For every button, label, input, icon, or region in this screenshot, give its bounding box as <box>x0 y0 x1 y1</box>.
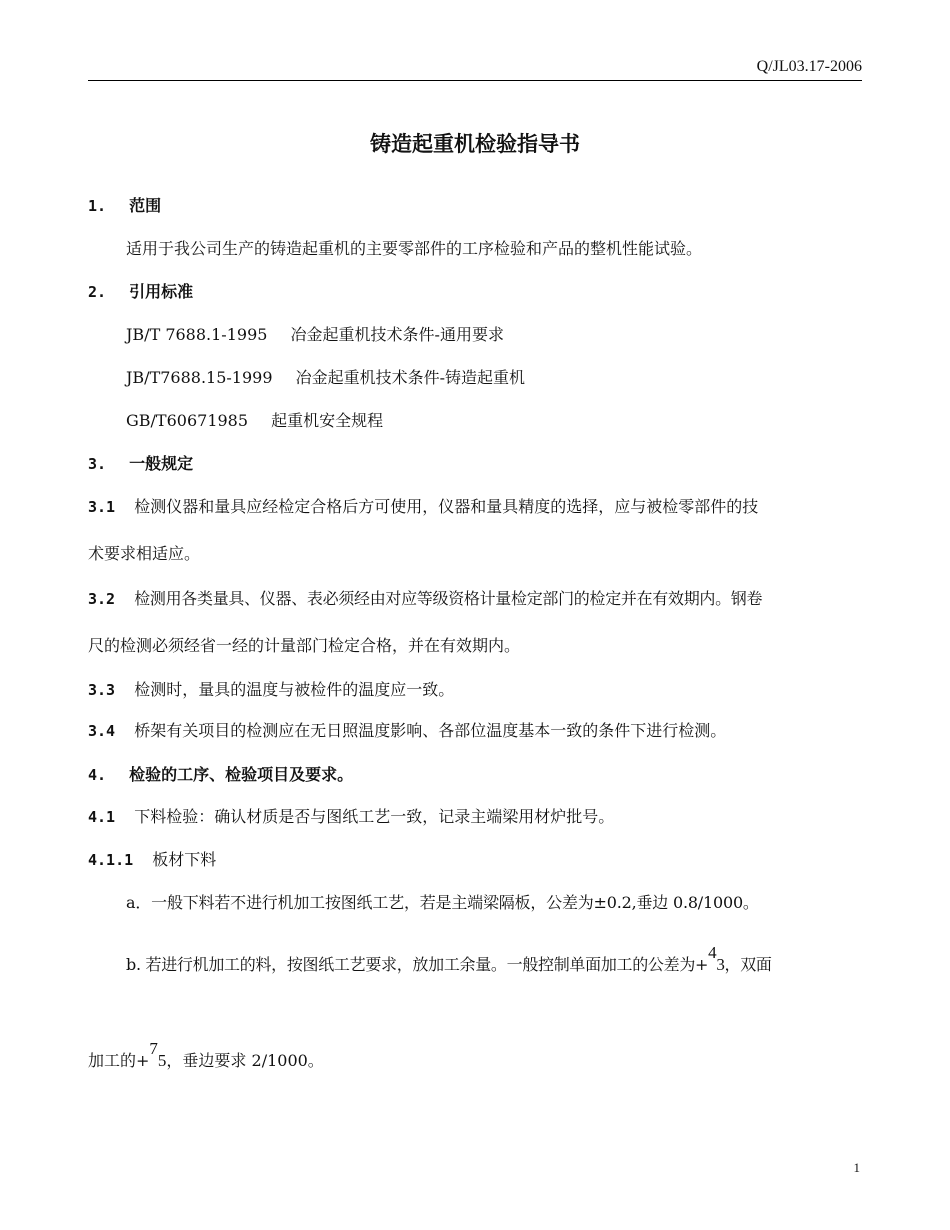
item-b-text-end: ，垂边要求 2/1000。 <box>166 1051 324 1070</box>
reference-code: GB/T60671985 <box>126 411 249 430</box>
item-b-text: b. 若进行机加工的料，按图纸工艺要求，放加工余量。一般控制单面加工的公差为+ <box>126 955 709 974</box>
clause-number: 4.1 <box>88 808 116 826</box>
tolerance-upper: 7 <box>149 1039 158 1058</box>
section-title: 引用标准 <box>129 282 194 301</box>
reference-standard <box>126 408 383 431</box>
section-number: 3. <box>88 455 107 473</box>
reference-name: 冶金起重机技术条件-通用要求 <box>290 325 504 344</box>
clause-3-2-continuation: 尺的检测必须经省一经的计量部门检定合格，并在有效期内。 <box>88 636 521 655</box>
item-b <box>126 943 772 975</box>
reference-code: JB/T7688.15-1999 <box>126 368 273 387</box>
clause-text: 检测时，量具的温度与被检件的温度应一致。 <box>134 680 455 699</box>
reference-name: 起重机安全规程 <box>271 411 384 430</box>
clause-number: 3.2 <box>88 590 116 608</box>
document-code: Q/JL03.17-2006 <box>756 58 862 75</box>
section-3-heading <box>88 451 193 474</box>
page-number: 1 <box>853 1160 860 1175</box>
tolerance-lower: 5 <box>157 1051 167 1070</box>
section-1-heading <box>88 193 161 216</box>
section-title: 范围 <box>129 196 162 215</box>
clause-number: 3.1 <box>88 498 116 516</box>
section-1-text: 适用于我公司生产的铸造起重机的主要零部件的工序检验和产品的整机性能试验。 <box>126 239 703 258</box>
clause-number: 4.1.1 <box>88 851 134 869</box>
header-rule <box>88 80 862 81</box>
clause-4-1 <box>88 804 614 827</box>
tolerance-lower: 3 <box>716 955 725 974</box>
section-number: 2. <box>88 283 107 301</box>
clause-number: 3.4 <box>88 722 116 740</box>
reference-name: 冶金起重机技术条件-铸造起重机 <box>295 368 526 387</box>
clause-number: 3.3 <box>88 681 116 699</box>
section-2-heading <box>88 279 193 302</box>
item-b-continuation <box>88 1039 324 1071</box>
clause-3-3 <box>88 677 454 700</box>
section-4-heading <box>88 762 353 785</box>
clause-4-1-1 <box>88 847 216 870</box>
clause-text: 下料检验：确认材质是否与图纸工艺一致，记录主端梁用材炉批号。 <box>134 807 615 826</box>
clause-3-4 <box>88 718 726 741</box>
reference-code: JB/T 7688.1-1995 <box>126 325 268 344</box>
section-title: 检验的工序、检验项目及要求。 <box>129 765 354 784</box>
clause-text: 板材下料 <box>152 850 217 869</box>
reference-standard <box>126 365 525 388</box>
reference-standard <box>126 322 504 345</box>
clause-3-1-continuation: 术要求相适应。 <box>88 544 201 563</box>
section-number: 1. <box>88 197 107 215</box>
item-a: a．一般下料若不进行机加工按图纸工艺，若是主端梁隔板，公差为±0.2,垂边 0.8/1000。 <box>126 893 759 912</box>
item-b-text: 加工的+ <box>88 1051 150 1070</box>
clause-text: 检测用各类量具、仪器、表必须经由对应等级资格计量检定部门的检定并在有效期内。钢卷 <box>134 589 763 608</box>
document-title: 铸造起重机检验指导书 <box>370 132 580 156</box>
clause-3-1 <box>88 494 758 517</box>
section-number: 4. <box>88 766 107 784</box>
clause-text: 检测仪器和量具应经检定合格后方可使用，仪器和量具精度的选择，应与被检零部件的技 <box>134 497 759 516</box>
item-b-text-end: ，双面 <box>724 955 772 974</box>
clause-3-2 <box>88 586 762 609</box>
clause-text: 桥架有关项目的检测应在无日照温度影响、各部位温度基本一致的条件下进行检测。 <box>134 721 727 740</box>
tolerance-upper: 4 <box>708 943 717 962</box>
section-title: 一般规定 <box>129 454 194 473</box>
